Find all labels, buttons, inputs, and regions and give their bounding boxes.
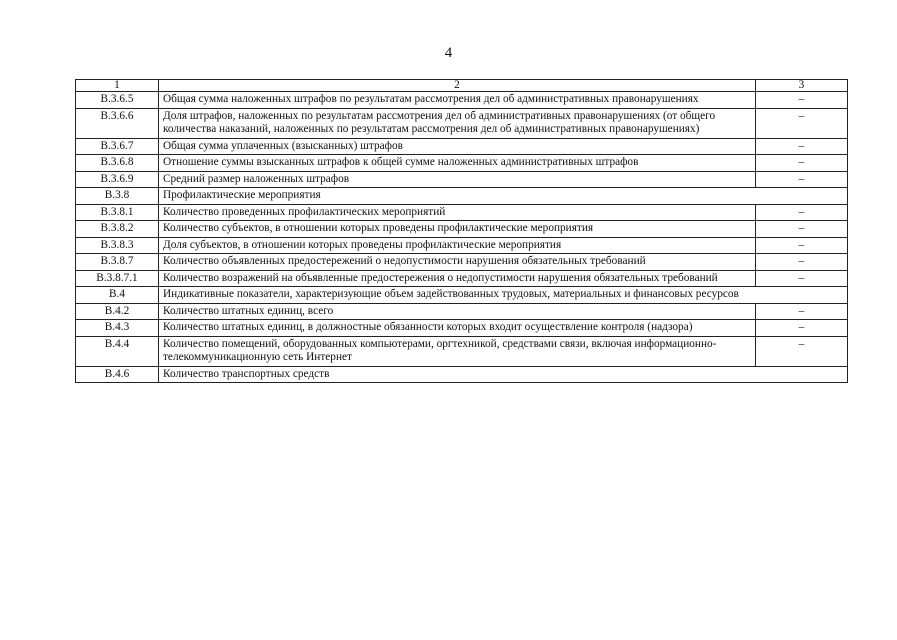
table-row [76, 287, 848, 304]
indicator-value: – [756, 204, 848, 221]
table-body [76, 92, 848, 383]
table-row [76, 254, 848, 271]
indicator-description: Доля субъектов, в отношении которых проведены профилактические мероприятия [159, 237, 756, 254]
indicator-code: В.3.6.8 [76, 155, 159, 172]
indicator-value: – [756, 270, 848, 287]
indicators-table [75, 79, 848, 383]
indicator-value: – [756, 155, 848, 172]
indicator-description: Общая сумма наложенных штрафов по результатам рассмотрения дел об административных правонарушениях [159, 92, 756, 109]
indicator-code: В.3.6.6 [76, 108, 159, 138]
table-row [76, 138, 848, 155]
indicator-value: – [756, 138, 848, 155]
table-row [76, 221, 848, 238]
indicator-code: В.4.4 [76, 336, 159, 366]
indicator-description: Количество объявленных предостережений о недопустимости нарушения обязательных требований [159, 254, 756, 271]
indicator-description: Количество возражений на объявленные предостережения о недопустимости нарушения обязательных требований [159, 270, 756, 287]
indicator-value: – [756, 320, 848, 337]
indicator-code: В.3.8 [76, 188, 159, 205]
indicator-description: Доля штрафов, наложенных по результатам рассмотрения дел об административных правонарушениях (от общего количества наказаний, наложенных по результатам рассмотрения дел об административных правонарушениях) [159, 108, 756, 138]
indicator-code: В.3.8.7.1 [76, 270, 159, 287]
page-number: 4 [444, 45, 453, 61]
indicator-description: Средний размер наложенных штрафов [159, 171, 756, 188]
table-row [76, 320, 848, 337]
indicator-description: Количество штатных единиц, в должностные обязанности которых входит осуществление контроля (надзора) [159, 320, 756, 337]
indicator-value: – [756, 254, 848, 271]
table-row [76, 270, 848, 287]
indicator-value: – [756, 92, 848, 109]
table-row [76, 108, 848, 138]
indicator-description: Индикативные показатели, характеризующие объем задействованных трудовых, материальных и финансовых ресурсов [159, 287, 848, 304]
table-row [76, 237, 848, 254]
indicator-description: Отношение суммы взысканных штрафов к общей сумме наложенных административных штрафов [159, 155, 756, 172]
table-row [76, 155, 848, 172]
indicator-code: В.3.6.9 [76, 171, 159, 188]
indicator-description: Общая сумма уплаченных (взысканных) штрафов [159, 138, 756, 155]
table-row [76, 336, 848, 366]
table-row [76, 171, 848, 188]
table-row [76, 303, 848, 320]
indicator-code: В.3.8.3 [76, 237, 159, 254]
indicator-code: В.4 [76, 287, 159, 304]
indicator-value: – [756, 221, 848, 238]
column-header-3: 3 [756, 80, 848, 92]
indicator-description: Профилактические мероприятия [159, 188, 848, 205]
indicator-description: Количество помещений, оборудованных компьютерами, оргтехникой, средствами связи, включая информационно-телекоммуникационную сеть Интернет [159, 336, 756, 366]
table-row [76, 204, 848, 221]
indicator-code: В.4.6 [76, 366, 159, 383]
indicator-code: В.3.6.5 [76, 92, 159, 109]
column-header-1: 1 [76, 80, 159, 92]
table-row [76, 92, 848, 109]
indicator-description: Количество проведенных профилактических мероприятий [159, 204, 756, 221]
indicator-value: – [756, 171, 848, 188]
indicator-code: В.4.3 [76, 320, 159, 337]
indicator-code: В.3.6.7 [76, 138, 159, 155]
indicator-description: Количество субъектов, в отношении которых проведены профилактические мероприятия [159, 221, 756, 238]
indicator-description: Количество транспортных средств [159, 366, 848, 383]
table-row [76, 366, 848, 383]
indicator-value: – [756, 303, 848, 320]
indicator-code: В.4.2 [76, 303, 159, 320]
indicator-code: В.3.8.2 [76, 221, 159, 238]
indicator-value: – [756, 237, 848, 254]
indicator-code: В.3.8.1 [76, 204, 159, 221]
table-header-row [76, 80, 848, 92]
indicator-code: В.3.8.7 [76, 254, 159, 271]
column-header-2: 2 [159, 80, 756, 92]
indicator-description: Количество штатных единиц, всего [159, 303, 756, 320]
indicator-value: – [756, 336, 848, 366]
indicator-value: – [756, 108, 848, 138]
table-row [76, 188, 848, 205]
